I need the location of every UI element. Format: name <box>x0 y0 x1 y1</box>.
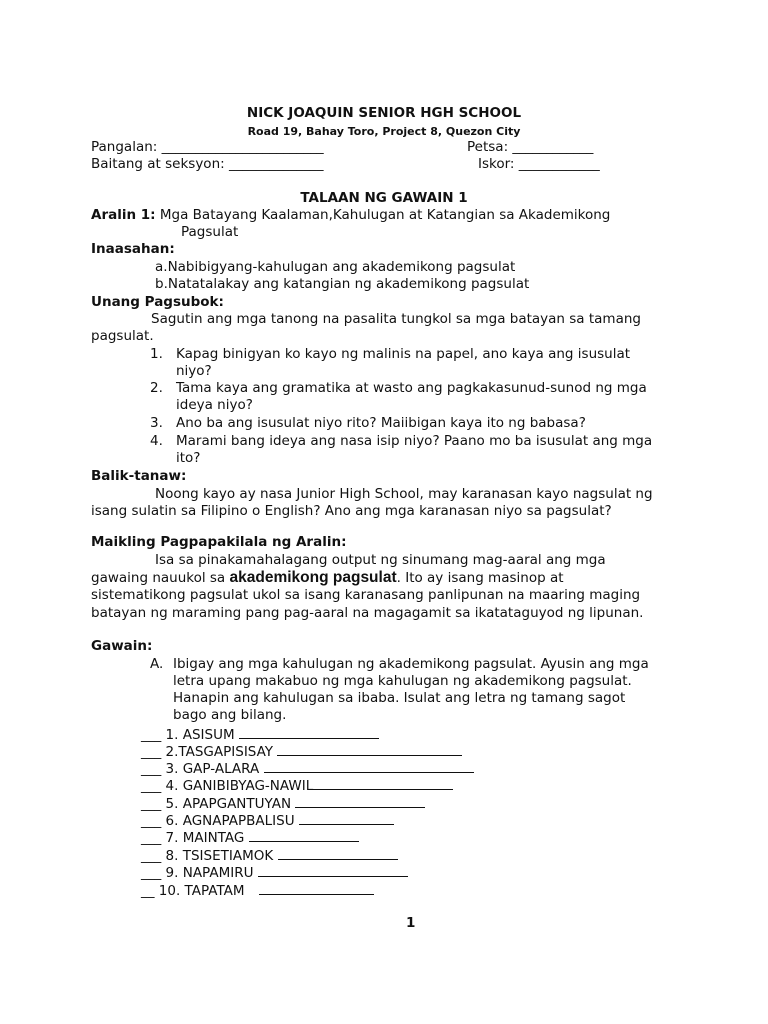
answer-line[interactable] <box>259 881 374 895</box>
scrambled-word: 4. GANIBIBYAG-NAWIL <box>165 778 314 794</box>
answer-line[interactable] <box>258 863 408 877</box>
inaasahan-item-b: b.Natatalakay ang katangian ng akademikong pagsulat <box>155 276 530 292</box>
balik-tanaw-label: Balik-tanaw: <box>91 468 187 484</box>
aralin-text: Mga Batayang Kaalaman,Kahulugan at Katangian sa Akademikong <box>159 207 611 223</box>
unang-pagsubok-label: Unang Pagsubok: <box>91 294 224 310</box>
question-number: 1. <box>150 346 163 362</box>
answer-blank[interactable]: ___ <box>141 813 162 829</box>
scrambled-word: 3. GAP-ALARA <box>165 761 260 777</box>
pangalan-field: Pangalan: ________________________ <box>91 139 324 155</box>
aralin-line <box>91 207 610 224</box>
emphasized-term: akademikong pagsulat <box>229 569 397 586</box>
answer-line[interactable] <box>277 742 462 756</box>
maikling-label: Maikling Pagpapakilala ng Aralin: <box>91 534 347 550</box>
answer-blank[interactable]: __ <box>141 883 155 899</box>
balik-tanaw-text: Noong kayo ay nasa Junior High School, may karanasan kayo nagsulat ng <box>155 486 653 502</box>
activity-title: TALAAN NG GAWAIN 1 <box>300 190 468 206</box>
answer-item <box>141 828 359 847</box>
question-text-cont: niyo? <box>176 363 212 379</box>
question-text: Marami bang ideya ang nasa isip niyo? Paano mo ba isusulat ang mga <box>176 433 653 449</box>
scrambled-word: 9. NAPAMIRU <box>165 865 254 881</box>
question-text: Kapag binigyan ko kayo ng malinis na papel, ano kaya ang isusulat <box>176 346 631 362</box>
answer-item <box>141 776 453 795</box>
answer-line[interactable] <box>264 759 474 773</box>
gawain-a-text: Hanapin ang kahulugan sa ibaba. Isulat ang letra ng tamang sagot <box>173 690 626 706</box>
maikling-text-part: gawaing nauukol sa <box>91 570 230 586</box>
scrambled-word: 5. APAPGANTUYAN <box>165 796 292 812</box>
answer-line[interactable] <box>299 811 394 825</box>
question-number: 3. <box>150 415 163 431</box>
scrambled-word: 8. TSISETIAMOK <box>165 848 274 864</box>
answer-blank[interactable]: ___ <box>141 796 162 812</box>
balik-tanaw-text-cont: isang sulatin sa Filipino o English? Ano ang mga karanasan niyo sa pagsulat? <box>91 503 612 519</box>
answer-blank[interactable]: ___ <box>141 761 162 777</box>
inaasahan-label: Inaasahan: <box>91 241 175 257</box>
question-text-cont: ito? <box>176 450 201 466</box>
school-name: NICK JOAQUIN SENIOR HGH SCHOOL <box>246 105 522 121</box>
answer-item <box>141 863 408 882</box>
answer-line[interactable] <box>239 725 379 739</box>
question-text: Tama kaya ang gramatika at wasto ang pagkakasunud-sunod ng mga <box>176 380 647 396</box>
unang-pagsubok-intro-cont: pagsulat. <box>91 328 154 344</box>
gawain-a-text: bago ang bilang. <box>173 707 287 723</box>
answer-line[interactable] <box>295 794 425 808</box>
unang-pagsubok-intro: Sagutin ang mga tanong na pasalita tungkol sa mga batayan sa tamang <box>151 311 641 327</box>
gawain-a-text: letra upang makabuo ng mga kahulugan ng akademikong pagsulat. <box>173 673 632 689</box>
answer-blank[interactable]: ___ <box>141 865 162 881</box>
aralin-label: Aralin 1: <box>91 207 156 223</box>
scrambled-word: 2.TASGAPISISAY <box>165 744 274 760</box>
answer-item <box>141 881 374 900</box>
maikling-text-line2 <box>91 569 564 587</box>
gawain-a-number: A. <box>150 656 164 672</box>
answer-line[interactable] <box>313 776 453 790</box>
petsa-field: Petsa: ____________ <box>467 139 594 155</box>
baitang-field: Baitang at seksyon: ______________ <box>91 156 324 172</box>
answer-blank[interactable]: ___ <box>141 727 162 743</box>
scrambled-word: 6. AGNAPAPBALISU <box>165 813 295 829</box>
maikling-text-line4: batayan ng maraming pang pag-aaral na magagamit sa ikatataguyod ng lipunan. <box>91 605 644 621</box>
answer-line[interactable] <box>278 846 398 860</box>
maikling-text-line3: sistematikong pagsulat ukol sa isang karanasang panlipunan na maaring maging <box>91 587 641 603</box>
scrambled-word: 1. ASISUM <box>165 727 235 743</box>
question-text-cont: ideya niyo? <box>176 397 253 413</box>
gawain-label: Gawain: <box>91 638 153 654</box>
answer-blank[interactable]: ___ <box>141 830 162 846</box>
page-number: 1 <box>406 915 416 931</box>
school-address: Road 19, Bahay Toro, Project 8, Quezon City <box>247 125 521 138</box>
scrambled-word: 7. MAINTAG <box>165 830 245 846</box>
question-number: 2. <box>150 380 163 396</box>
question-number: 4. <box>150 433 163 449</box>
gawain-a-text: Ibigay ang mga kahulugan ng akademikong pagsulat. Ayusin ang mga <box>173 656 649 672</box>
inaasahan-item-a: a.Nabibigyang-kahulugan ang akademikong pagsulat <box>155 259 516 275</box>
aralin-text-cont: Pagsulat <box>181 224 239 240</box>
answer-blank[interactable]: ___ <box>141 778 162 794</box>
iskor-field: Iskor: ____________ <box>478 156 600 172</box>
answer-line[interactable] <box>249 828 359 842</box>
question-text: Ano ba ang isusulat niyo rito? Maiibigan kaya ito ng babasa? <box>176 415 586 431</box>
maikling-text: Isa sa pinakamahalagang output ng sinumang mag-aaral ang mga <box>155 552 606 568</box>
maikling-text-part: . Ito ay isang masinop at <box>396 570 564 586</box>
scrambled-word: 10. TAPATAM <box>158 883 245 899</box>
answer-blank[interactable]: ___ <box>141 744 162 760</box>
answer-blank[interactable]: ___ <box>141 848 162 864</box>
